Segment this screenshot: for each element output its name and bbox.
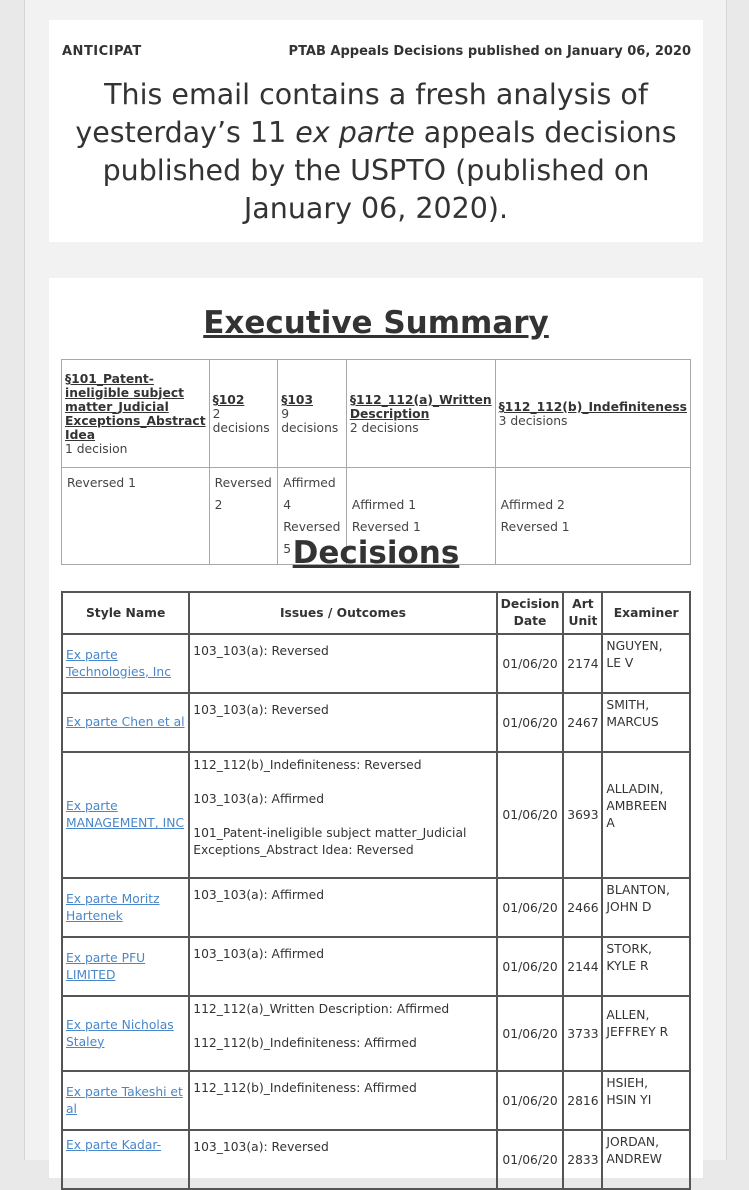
decision-link[interactable]: Ex parte Chen et al	[66, 715, 185, 729]
decision-link[interactable]: Ex parte MANAGEMENT, INC	[66, 799, 185, 830]
table-row	[62, 634, 690, 693]
date-cell: 01/06/20	[497, 752, 564, 878]
date-cell: 01/06/20	[497, 634, 564, 693]
decisions-header-row	[62, 592, 690, 634]
decision-link[interactable]: Ex parte Kadar-	[66, 1138, 162, 1152]
art-unit-cell: 2144	[563, 937, 602, 996]
decision-link[interactable]: Ex parte PFU LIMITED	[66, 950, 146, 982]
issues-cell: 103_103(a): Reversed	[189, 1130, 496, 1189]
style-cell	[62, 937, 189, 996]
style-cell	[62, 996, 189, 1071]
issues-cell: 103_103(a): Affirmed	[189, 937, 496, 996]
table-row	[62, 878, 690, 937]
date-cell: 01/06/20	[497, 996, 564, 1071]
header-issues: Issues / Outcomes	[189, 592, 496, 634]
art-unit-cell: 2467	[563, 693, 602, 752]
outcome-102: Reversed 2	[209, 468, 278, 565]
style-cell	[62, 878, 189, 937]
table-row	[62, 937, 690, 996]
email-header-card	[49, 20, 703, 242]
outcome-103: Affirmed 4 Reversed 5	[278, 468, 347, 565]
issues-cell: 103_103(a): Reversed	[189, 634, 496, 693]
summary-link-103[interactable]: §103	[281, 392, 314, 407]
issues-cell: 112_112(b)_Indefiniteness: Reversed 103_103(a): Affirmed 101_Patent-ineligible subject matter_Judicial Exceptions_Abstract Idea: Reversed	[189, 752, 496, 878]
style-cell	[62, 752, 189, 878]
issues-cell: 112_112(b)_Indefiniteness: Affirmed	[189, 1071, 496, 1130]
header-examiner: Examiner	[602, 592, 690, 634]
decision-link[interactable]: Ex parte Nicholas Staley	[66, 1017, 174, 1049]
style-cell	[62, 693, 189, 752]
summary-col-102: §102 2 decisions	[209, 360, 278, 468]
report-card	[49, 278, 703, 1178]
issues-cell: 112_112(a)_Written Description: Affirmed 112_112(b)_Indefiniteness: Affirmed	[189, 996, 496, 1071]
art-unit-cell: 2466	[563, 878, 602, 937]
examiner-cell: ALLEN, JEFFREY R	[602, 996, 690, 1071]
style-cell	[62, 634, 189, 693]
table-row	[62, 996, 690, 1071]
examiner-cell: STORK, KYLE R	[602, 937, 690, 996]
decision-link[interactable]: Ex parte Technologies, Inc	[66, 647, 171, 679]
brand-name: ANTICIPAT	[62, 44, 142, 59]
art-unit-cell: 3733	[563, 996, 602, 1071]
art-unit-cell: 2833	[563, 1130, 602, 1189]
decisions-table	[61, 591, 691, 1190]
summary-link-101[interactable]: §101_Patent-ineligible subject matter_Judicial Exceptions_Abstract Idea	[65, 371, 206, 442]
examiner-cell: NGUYEN, LE V	[602, 634, 690, 693]
intro-text: This email contains a fresh analysis of yesterday’s 11 ex parte appeals decisions published by the USPTO (published on January 06, 2020).	[75, 78, 677, 225]
email-column	[24, 0, 727, 1167]
examiner-cell: ALLADIN, AMBREEN A	[602, 752, 690, 878]
art-unit-cell: 2174	[563, 634, 602, 693]
date-cell: 01/06/20	[497, 1130, 564, 1189]
header-art-unit: Art Unit	[563, 592, 602, 634]
outcome-101: Reversed 1	[62, 468, 210, 565]
summary-header-row	[62, 360, 691, 468]
outcome-112a: Affirmed 1 Reversed 1	[346, 468, 495, 565]
issues-cell: 103_103(a): Reversed	[189, 693, 496, 752]
email-title: PTAB Appeals Decisions published on January 06, 2020	[288, 44, 691, 59]
examiner-cell: SMITH, MARCUS	[602, 693, 690, 752]
decisions-title: Decisions	[292, 535, 460, 571]
table-row	[62, 752, 690, 878]
summary-col-112a: §112_112(a)_Written Description 2 decisions	[346, 360, 495, 468]
art-unit-cell: 3693	[563, 752, 602, 878]
date-cell: 01/06/20	[497, 937, 564, 996]
style-cell	[62, 1071, 189, 1130]
date-cell: 01/06/20	[497, 878, 564, 937]
summary-link-102[interactable]: §102	[212, 392, 245, 407]
summary-col-112b: §112_112(b)_Indefiniteness 3 decisions	[495, 360, 690, 468]
decision-link[interactable]: Ex parte Moritz Hartenek	[66, 891, 160, 923]
header-style-name: Style Name	[62, 592, 189, 634]
date-cell: 01/06/20	[497, 693, 564, 752]
examiner-cell: BLANTON, JOHN D	[602, 878, 690, 937]
examiner-cell: HSIEH, HSIN YI	[602, 1071, 690, 1130]
executive-summary-title: Executive Summary	[203, 305, 549, 341]
examiner-cell: JORDAN, ANDREW	[602, 1130, 690, 1189]
table-row	[62, 693, 690, 752]
outcome-112b: Affirmed 2 Reversed 1	[495, 468, 690, 565]
issues-cell: 103_103(a): Affirmed	[189, 878, 496, 937]
art-unit-cell: 2816	[563, 1071, 602, 1130]
table-row	[62, 1071, 690, 1130]
decision-link[interactable]: Ex parte Takeshi et al	[66, 1084, 183, 1116]
summary-link-112b[interactable]: §112_112(b)_Indefiniteness	[498, 399, 687, 414]
summary-link-112a[interactable]: §112_112(a)_Written Description	[349, 392, 492, 421]
header-decision-date: Decision Date	[497, 592, 564, 634]
date-cell: 01/06/20	[497, 1071, 564, 1130]
summary-col-103: §103 9 decisions	[278, 360, 347, 468]
summary-col-101: §101_Patent-ineligible subject matter_Judicial Exceptions_Abstract Idea 1 decision	[62, 360, 210, 468]
